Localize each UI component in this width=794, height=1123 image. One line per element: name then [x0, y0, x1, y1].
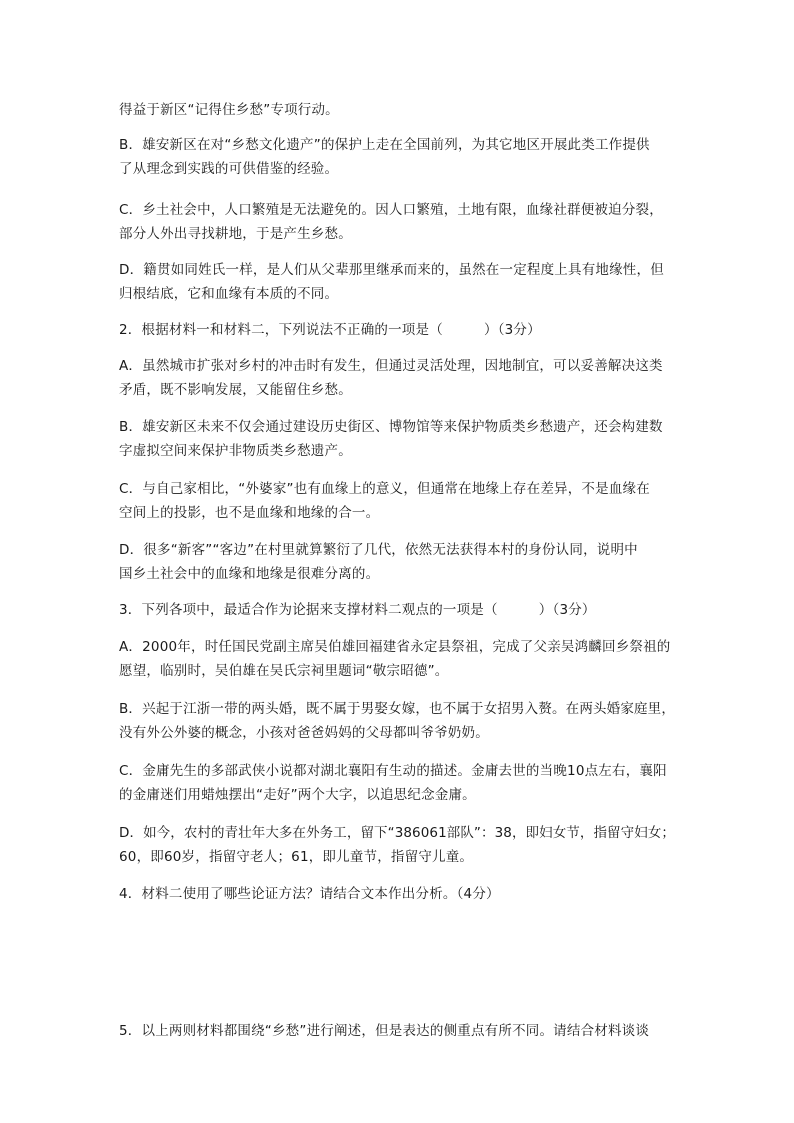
text-line: 愿望，临别时，吴伯雄在吴氏宗祠里题词“敬宗昭德”。	[119, 663, 449, 679]
option-a-line: A．虽然城市扩张对乡村的冲击时有发生，但通过灵活处理，因地制宜，可以妥善解决这类	[119, 358, 663, 374]
text-line: 60，即60岁，指留守老人；61，即儿童节，指留守儿童。	[119, 849, 474, 865]
option-b-line: B．雄安新区在对“乡愁文化遗产”的保护上走在全国前列，为其它地区开展此类工作提供	[119, 137, 650, 153]
option-d-line: D．很多“新客”“客边”在村里就算繁衍了几代，依然无法获得本村的身份认同，说明中	[119, 542, 638, 558]
text-line: 的金庸迷们用蜡烛摆出“走好”两个大字，以追思纪念金庸。	[119, 787, 476, 803]
option-a-line: A．2000年，时任国民党副主席吴伯雄回福建省永定县祭祖，完成了父亲吴鸿麟回乡祭祖的	[119, 639, 671, 655]
text-line: 矛盾，既不影响发展，又能留住乡愁。	[119, 382, 352, 398]
option-c-line: C．与自己家相比，“外婆家”也有血缘上的意义，但通常在地缘上存在差异，不是血缘在	[119, 481, 650, 497]
option-d-line: D．籍贯如同姓氏一样，是人们从父辈那里继承而来的，虽然在一定程度上具有地缘性，但	[119, 262, 664, 278]
text-line: 没有外公外婆的概念，小孩对爸爸妈妈的父母都叫爷爷奶奶。	[119, 725, 489, 741]
option-c-line: C．金庸先生的多部武侠小说都对湖北襄阳有生动的描述。金庸去世的当晚10点左右，襄阳	[119, 763, 667, 779]
option-d-line: D．如今，农村的青壮年大多在外务工，留下“386061部队”：38，即妇女节，指留守妇女；	[119, 825, 675, 841]
option-b-line: B．兴起于江浙一带的两头婚，既不属于男娶女嫁，也不属于女招男入赘。在两头婚家庭里，	[119, 701, 675, 717]
text-line: 国乡土社会中的血缘和地缘是很难分离的。	[119, 566, 380, 582]
question-4: 4．材料二使用了哪些论证方法？请结合文本作出分析。（4分）	[119, 886, 500, 902]
text-line: 归根结底，它和血缘有本质的不同。	[119, 286, 339, 302]
text-line: 得益于新区“记得住乡愁”专项行动。	[119, 102, 339, 118]
text-line: 字虚拟空间来保护非物质类乡愁遗产。	[119, 443, 352, 459]
text-line: 了从理念到实践的可供借鉴的经验。	[119, 161, 339, 177]
question-3: 3．下列各项中，最适合作为论据来支撑材料二观点的一项是（ ）（3分）	[119, 602, 596, 618]
text-line: 部分人外出寻找耕地，于是产生乡愁。	[119, 226, 352, 242]
option-c-line: C．乡土社会中，人口繁殖是无法避免的。因人口繁殖，土地有限，血缘社群便被迫分裂，	[119, 202, 663, 218]
option-b-line: B．雄安新区未来不仅会通过建设历史街区、博物馆等来保护物质类乡愁遗产，还会构建数	[119, 419, 663, 435]
question-2: 2．根据材料一和材料二，下列说法不正确的一项是（ ）（3分）	[119, 322, 541, 338]
text-line: 空间上的投影，也不是血缘和地缘的合一。	[119, 505, 380, 521]
question-5: 5．以上两则材料都围绕“乡愁”进行阐述，但是表达的侧重点有所不同。请结合材料谈谈	[119, 1023, 650, 1039]
